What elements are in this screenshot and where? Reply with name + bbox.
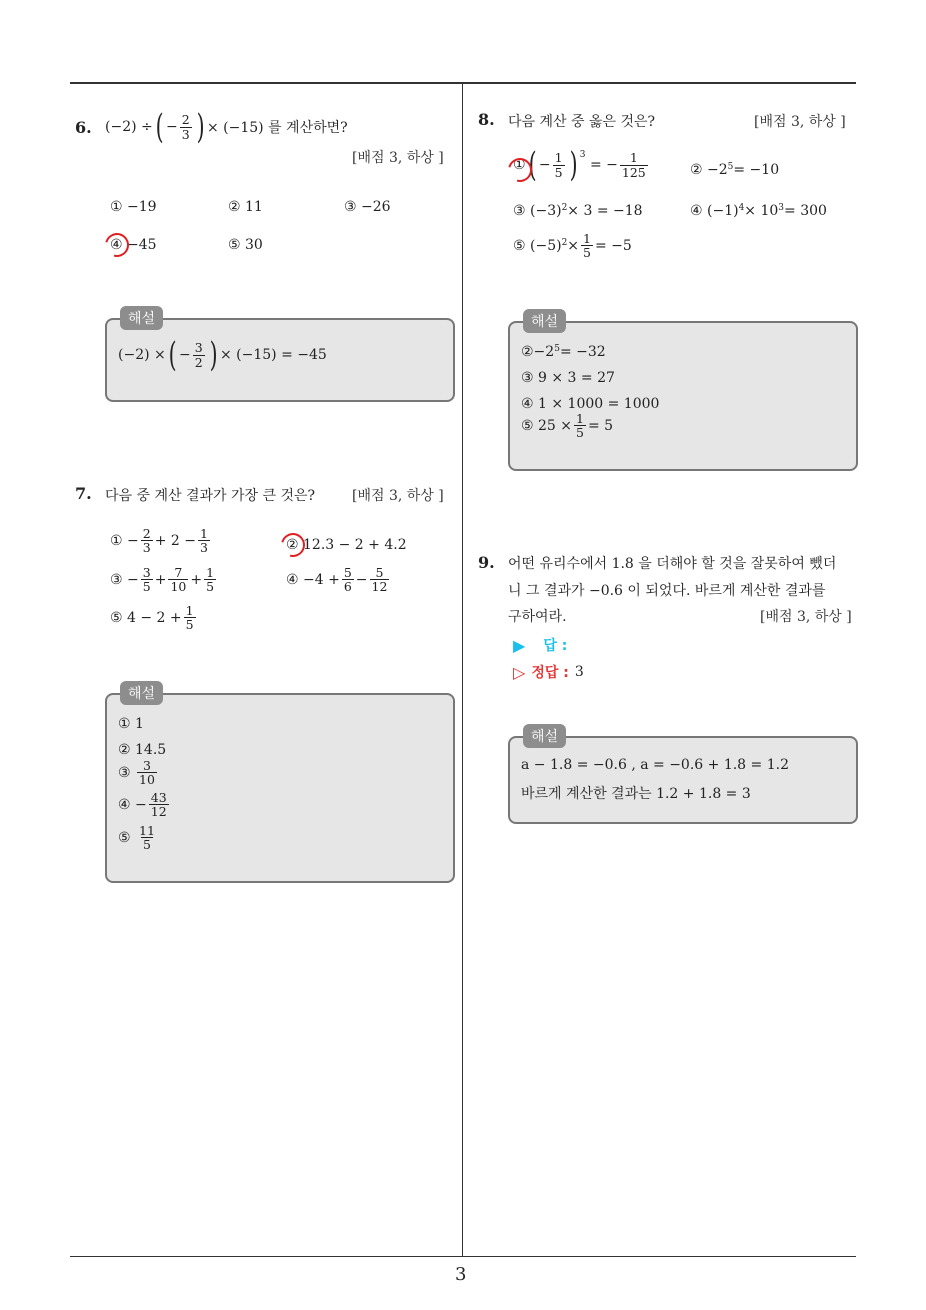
solution-line: ③ $\frac{3}{10}$ xyxy=(118,758,155,788)
answer-row xyxy=(513,635,567,655)
solution-line: a − 1.8 = −0.6 , a = −0.6 + 1.8 = 1.2 xyxy=(521,757,789,773)
expr-part: × (−15) 를 계산하면? xyxy=(206,120,348,136)
question-9-line: 구하여라. xyxy=(508,609,567,625)
solution-line: ④ − $\frac{43}{12}$ xyxy=(118,790,167,820)
option-4[interactable]: ④ −45 xyxy=(110,237,157,253)
question-number: 9. xyxy=(478,553,495,572)
option-2[interactable]: ② 11 xyxy=(228,199,263,215)
option-4[interactable]: ④ −4 + $\frac{5}{6}$ − $\frac{5}{12}$ xyxy=(286,565,388,595)
option-3[interactable]: ③ −26 xyxy=(344,199,391,215)
play-icon: ▶ xyxy=(513,635,526,655)
outline-play-icon: ▷ xyxy=(513,662,526,682)
option-5[interactable]: ⑤ 4 − 2 + $\frac{1}{5}$ xyxy=(110,603,194,633)
solution-line: (−2) × ( − $\frac{3}{2}$ ) × (−15) = −45 xyxy=(118,335,327,375)
option-2[interactable]: ② −2 $^5$ = −10 xyxy=(690,162,780,178)
bottom-rule xyxy=(70,1256,856,1257)
solution-line: ② 14.5 xyxy=(118,742,167,758)
question-meta: [배점 3, 하상 ] xyxy=(760,609,852,625)
solution-tag: 해설 xyxy=(120,681,163,705)
solution-line: ③ 9 × 3 = 27 xyxy=(521,370,615,386)
question-7-text: 다음 중 계산 결과가 가장 큰 것은? xyxy=(105,488,316,504)
column-divider xyxy=(462,82,463,1257)
solution-line: ① 1 xyxy=(118,716,144,732)
correct-answer-label: 정답 : xyxy=(531,665,569,681)
question-9-line: 어떤 유리수에서 1.8 을 더해야 할 것을 잘못하여 뺐더 xyxy=(508,556,837,572)
question-number: 7. xyxy=(75,484,92,503)
solution-tag: 해설 xyxy=(523,309,566,333)
question-meta: [배점 3, 하상 ] xyxy=(754,114,846,130)
option-1[interactable]: ① ( − $\frac{1}{5}$ ) $^3$ = − $\frac{1}{125}$ xyxy=(513,145,646,185)
question-meta: [배점 3, 하상 ] xyxy=(352,150,444,166)
page-number: 3 xyxy=(455,1264,467,1285)
option-2[interactable]: ② 12.3 − 2 + 4.2 xyxy=(286,537,407,553)
solution-tag: 해설 xyxy=(523,724,566,748)
solution-box xyxy=(105,693,455,883)
option-3[interactable]: ③ − $\frac{3}{5}$ + $\frac{7}{10}$ + $\frac{1}{5}$ xyxy=(110,565,215,595)
option-1[interactable]: ① − $\frac{2}{3}$ + 2 − $\frac{1}{3}$ xyxy=(110,526,208,556)
solution-box xyxy=(508,736,858,824)
solution-line: ⑤ $\frac{11}{5}$ xyxy=(118,823,155,853)
top-rule xyxy=(70,82,856,84)
solution-tag: 해설 xyxy=(120,306,163,330)
correct-answer-value: 3 xyxy=(574,664,584,680)
fraction: $\frac{3}{2}$ xyxy=(194,340,203,370)
fraction: $\frac{2}{3}$ xyxy=(181,112,190,142)
answer-label: 답 : xyxy=(543,638,568,654)
option-3[interactable]: ③ (−3) $^2$ × 3 = −18 xyxy=(513,203,643,219)
question-number: 6. xyxy=(75,118,92,137)
solution-line: ⑤ 25 × $\frac{1}{5}$ = 5 xyxy=(521,411,614,441)
solution-line: ②−2 $^5$ = −32 xyxy=(521,344,606,360)
correct-answer-row xyxy=(513,662,584,682)
option-4[interactable]: ④ (−1) $^4$ × 10 $^3$ = 300 xyxy=(690,203,827,219)
option-5[interactable]: ⑤ (−5) 2 × $\frac{1}{5}$ = −5 xyxy=(513,231,632,261)
question-number: 8. xyxy=(478,110,495,129)
question-9-line: 니 그 결과가 −0.6 이 되었다. 바르게 계산한 결과를 xyxy=(508,583,826,599)
minus-sign: − xyxy=(166,119,178,135)
option-5[interactable]: ⑤ 30 xyxy=(228,237,263,253)
question-meta: [배점 3, 하상 ] xyxy=(352,488,444,504)
option-1[interactable]: ① −19 xyxy=(110,199,157,215)
solution-line: ④ 1 × 1000 = 1000 xyxy=(521,396,660,412)
answer-circle-icon xyxy=(101,229,134,262)
expr-part: (−2) ÷ xyxy=(105,119,153,135)
answer-circle-icon xyxy=(277,529,310,562)
question-8-text: 다음 계산 중 옳은 것은? xyxy=(508,114,656,130)
question-6-text: (−2) ÷ ( − $\frac{2}{3}$ ) × (−15) 를 계산하면? xyxy=(105,107,348,147)
solution-line: 바르게 계산한 결과는 1.2 + 1.8 = 3 xyxy=(521,786,751,802)
